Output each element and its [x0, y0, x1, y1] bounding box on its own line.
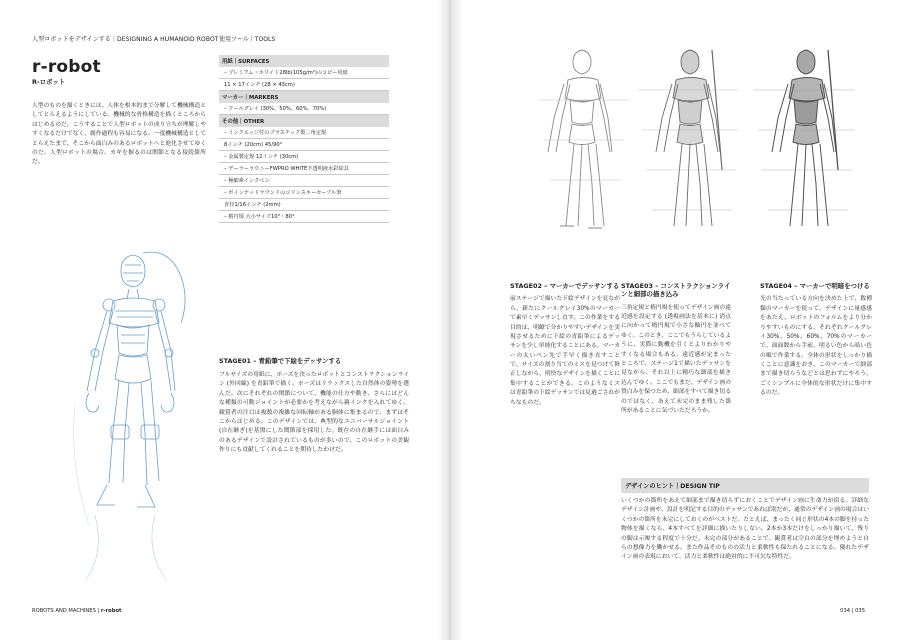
tools-section-markers: マーカー｜MARKERS	[219, 91, 389, 103]
stage03-section	[621, 282, 731, 416]
tool-item: – 極細素インクペン	[219, 175, 389, 187]
stage01-title: STAGE01 – 青鉛筆で下絵をデッサンする	[219, 357, 342, 365]
page-title: r-robot	[32, 57, 101, 77]
stage04-section	[760, 282, 872, 399]
stage01-body: フルサイズの用紙に、ポーズを決ったロボットとコンストラクションライン (外回線) を青鉛筆で描く。ポーズはリラックスした自然体の姿勢を選んだ。次にそれぞれの関節について、機能の仕方や動き、さらにはどんな種類の可動ジョイントが必要かを考えながら親インクを入れてゆく。観賞者の注目は複数の複雑な回転軸がある胴体に集まるので、まずはそこからはじめる。このデザインでは、典型的なユニバーサルジョイント(自在継ぎ)を基盤にした関節部を採用した。既存の自在継手には面白みのあるデザインで設計されているものが多いので、このロボットの美観作りにも貢献してくれることを期待したわけだ。	[219, 372, 409, 454]
stage03-body: 三角定規と楕円規を使ってデザイン画の遠近感を設定する (透視画法を基本に) 消点に向かって楕円規で小さな軸円を並べてゆく。このとき、ここでもうらしているように、実際に動機を引くとよりわかりやすくなる場合もある。遠近感が定まったところで、ステージ1で描いたデッサンを見ながら、それ以上に精巧な細部を描き込んでゆく。ここでもまだ、デザイン画の質白みを保つため、細部をすべて描き切るのではなく、あえて未完のまま残した箇所があることに気づいただろうか。	[621, 304, 731, 414]
footer-section: ROBOTS AND MACHINES	[32, 608, 96, 614]
tool-item: 11 × 17インチ (28 × 43cm)	[219, 79, 389, 91]
stage04-title: STAGE04 – マーカーで明暗をつける	[760, 282, 870, 290]
series-header-en: DESIGNING A HUMANOID ROBOT	[117, 36, 219, 43]
stage02-section	[510, 282, 620, 408]
footer-title: r-robot	[100, 608, 122, 614]
tool-item: 直径1/16インチ (2mm)	[219, 199, 389, 211]
stage03-title: STAGE03 – コンストラクションラインと細部の描き込み	[621, 282, 731, 299]
intro-paragraph: 人型のものを描くときには、人体を根本的まで分解して機械構造としてとらえるようにしている。機械的な骨格構造を描くところからはじめるのだ。こうすることで人型ロボットの成り立ちが理解しやすくなるだけでなく、創作過程も容易になる。一度機械構造としてとらえたまで、そこから面白みのあるロボットへと進化させてゆくのだ。人型ロボットの場合、カギを握るのは関節となる接続箇所だ。	[32, 103, 206, 166]
stage04-body: 光の当たっている方向を決めた上で、数種類のマーカーを使って、デザインに量感感をあたえ、ロボットのフォルムをより分かりやすいものにする。それぞれクールグレイ30%、50%、60%、70%のマーカーで、面面数から手前、明るい色から暗い色の順で作業する。全体の形状をしっかり描くことに意識をおき、このマーカーで細部まで描き切らうなどとは思わずにやろう。ごくシンプルに全体的な形状だけに集中するのだ。	[760, 296, 872, 397]
design-tip-title: デザインのヒント｜DESIGN TIP	[621, 478, 869, 493]
tool-item: – 金属製定規 12インチ (30cm)	[219, 151, 389, 163]
tools-header: 使用ツール｜TOOLS	[219, 36, 276, 43]
tools-list	[219, 55, 389, 223]
tools-section-surfaces: 用紙｜SURFACES	[219, 55, 389, 67]
tool-item: – クールグレイ (30%、50%、60%、70%)	[219, 103, 389, 115]
design-tip-box	[621, 478, 869, 563]
stage01-section	[219, 356, 409, 456]
series-header: 人型ロボットをデザインする | DESIGNING A HUMANOID ROBOT	[32, 36, 219, 43]
series-header-jp: 人型ロボットをデザインする	[32, 36, 111, 43]
marker-sketch-stage02	[520, 40, 638, 260]
shaded-sketch-stage04	[748, 40, 860, 260]
page-numbers: 034 | 035	[840, 608, 865, 614]
construction-sketch-stage03	[632, 40, 744, 260]
book-gutter	[437, 0, 463, 640]
tool-item: – プレミアム・ホワイト28lb(105g/m²)のコピー用紙	[219, 67, 389, 79]
stage02-body: 前ステージで描いた下絵デザインを見ながら、新たにクールグレイ30%のマーカーで素早くデッサンし直す。この作業をする目的は、明瞭で分かりやすいデザインを実現させるために下絵の青鉛筆によるデッサンを少し単純化することにある。マーカーの太いペン先で手早く描き直すことで、サイズの割り当てのミスを見つけて修正しながら、明快なデザインを描くことに集中することができる。このようなミスは青鉛筆の下絵デッサンでは見過ごされがちなものだ。	[510, 296, 620, 406]
design-tip-body: いくつかの箇所をあえて細部まで描き切らずにおくことでデザイン画に生命力が宿る。詳細なデザイン計画や、設計を明記する目的のデッサンであれば別だが、通常のデザイン画の場合はいくつかの箇所を未完にしておくのがベストだ。たとえば、まったく同じ形状の4本の脚を持った物体を描くなら、4本すべてを詳細に描いたりしない。2本か3本だけをしっかり描いて、残りの脚は示唆する程度で十分だ。未完の部分があることで、観賞者は空白の部分を埋めようと自らの想像力を働かせる。また作品そのものの活力と柔軟性も保たれることになる。優れたデザイン画の表現において、活力と柔軟性は絶対的に不可欠な特性だ。	[621, 498, 869, 561]
page-subtitle: R-ロボット	[32, 78, 66, 86]
stage02-title: STAGE02 – マーカーでデッサンする	[510, 282, 620, 290]
tool-item: – デーラーラウニーFWPRO WHITE不透明液水彩絵具	[219, 163, 389, 175]
blue-pencil-robot-sketch	[55, 245, 205, 585]
tool-item: 8インチ (20cm) 45/90°	[219, 139, 389, 151]
tool-item: – ポインテッドラウンドのコリンスキーセーブル筆	[219, 187, 389, 199]
tools-section-other: その他｜OTHER	[219, 115, 389, 127]
footer-left: ROBOTS AND MACHINES | r-robot	[32, 608, 122, 614]
tool-item: – 楕円規 大小サイズ10°・80°	[219, 211, 389, 223]
tool-item: – インクエッジ付のプラスチック製三角定規	[219, 127, 389, 139]
